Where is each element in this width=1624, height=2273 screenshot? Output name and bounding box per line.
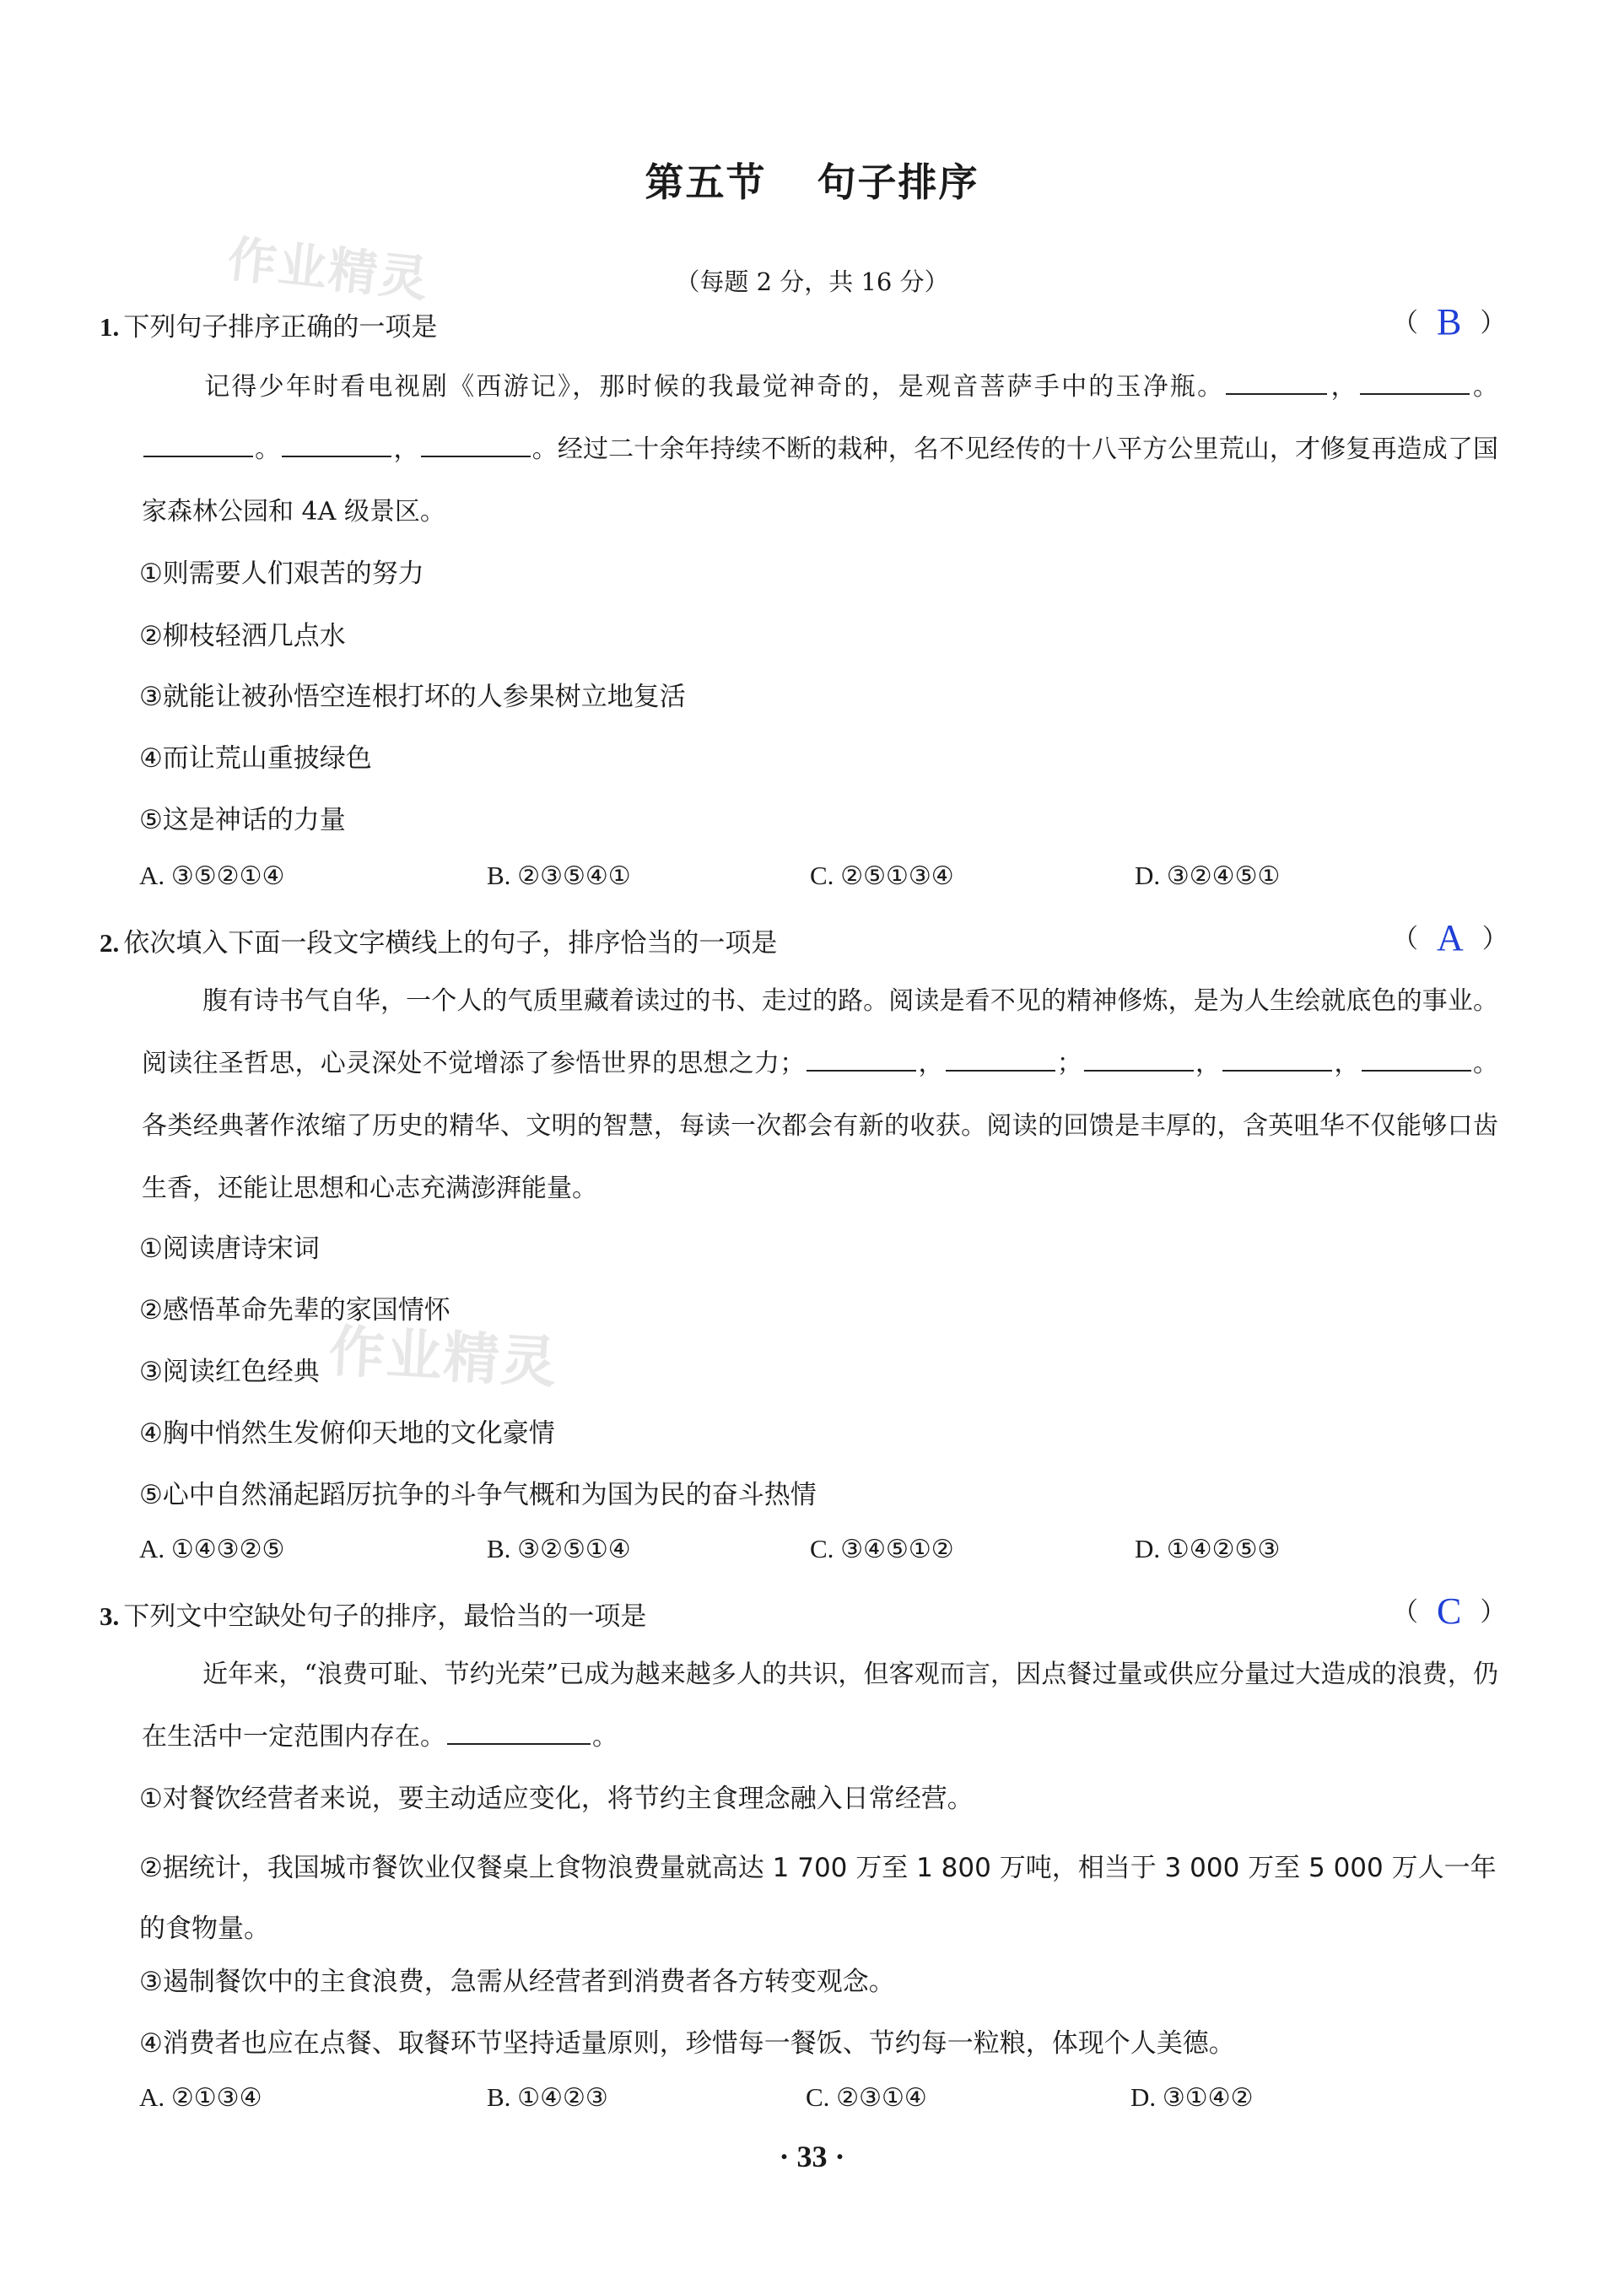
question-1-header (100, 305, 437, 343)
question-stem: 下列句子排序正确的一项是 (123, 312, 438, 343)
choice-d: D. ③②④⑤① (1135, 861, 1281, 891)
watermark: 作业精灵 (326, 1318, 560, 1396)
question-stem: 下列文中空缺处句子的排序，最恰当的一项是 (123, 1601, 647, 1632)
option-3: ③阅读红色经典 (139, 1357, 320, 1387)
option-5: ⑤这是神话的力量 (139, 805, 346, 835)
choice-b: B. ②③⑤④① (487, 861, 631, 891)
choice-a: A. ②①③④ (139, 2082, 262, 2113)
question-passage: 腹有诗书气自华，一个人的气质里藏着读过的书、走过的路。阅读是看不见的精神修炼，是为人生绘就底色的事业。阅读往圣哲思，心灵深处不觉增添了参悟世界的思想之力； ， ； ， ， 。各类经典著作浓缩了历史的精华、文明的智慧，每读一次都会有新的收获。阅读的回馈是丰厚的，含英咀华不仅能够口齿生香，还能让思想和心志充满澎湃能量。 (142, 986, 1498, 1203)
question-number: 2. (100, 928, 120, 958)
question-passage: 近年来，“浪费可耻、节约光荣”已成为越来越多人的共识，但客观而言，因点餐过量或供应分量过大造成的浪费，仍在生活中一定范围内存在。 。 (142, 1660, 1498, 1752)
question-2-header (100, 921, 777, 959)
question-number: 1. (100, 312, 120, 342)
option-1: ①则需要人们艰苦的努力 (139, 559, 424, 589)
option-2: ②感悟革命先辈的家国情怀 (139, 1295, 451, 1325)
title-part1: 第五节 (645, 159, 767, 205)
handwritten-answer: A (1437, 917, 1464, 958)
option-3: ③遏制餐饮中的主食浪费，急需从经营者到消费者各方转变观念。 (139, 1967, 895, 1997)
option-4: ④胸中悄然生发俯仰天地的文化豪情 (139, 1418, 555, 1449)
choice-b: B. ③②⑤①④ (487, 1534, 631, 1564)
choice-d: D. ①④②⑤③ (1135, 1534, 1281, 1564)
choice-c: C. ③④⑤①② (810, 1534, 954, 1564)
option-2: ②据统计，我国城市餐饮业仅餐桌上食物浪费量就高达 1 700 万至 1 800 万吨，相当于 3 000 万至 5 000 万人一年的食物量。 (139, 1853, 1497, 1944)
answer-bracket: （ B ） (1392, 301, 1507, 343)
option-5: ⑤心中自然涌起蹈厉抗争的斗争气概和为国为民的奋斗热情 (139, 1480, 817, 1510)
handwritten-answer: B (1437, 301, 1462, 343)
question-stem: 依次填入下面一段文字横线上的句子，排序恰当的一项是 (123, 928, 778, 958)
question-passage: 记得少年时看电视剧《西游记》，那时候的我最觉神奇的，是观音菩萨手中的玉净瓶。 ， 。。 ， 。经过二十余年持续不断的栽种，名不见经传的十八平方公里荒山，才修复再造成了国家森林公园和 4A 级景区。 (142, 372, 1499, 526)
option-1: ①阅读唐诗宋词 (139, 1234, 320, 1264)
choice-a: A. ①④③②⑤ (139, 1534, 285, 1564)
question-3-header (100, 1595, 646, 1633)
answer-bracket: （ C ） (1392, 1590, 1507, 1632)
choice-d: D. ③①④② (1130, 2082, 1254, 2113)
question-number: 3. (100, 1601, 120, 1631)
choice-b: B. ①④②③ (487, 2082, 608, 2113)
title-part2: 句子排序 (817, 159, 979, 205)
choice-c: C. ②③①④ (806, 2082, 927, 2113)
watermark: 作业精灵 (224, 229, 433, 309)
choice-a: A. ③⑤②①④ (139, 861, 285, 891)
option-2: ②柳枝轻洒几点水 (139, 621, 346, 651)
choice-c: C. ②⑤①③④ (810, 861, 954, 891)
option-4: ④而让荒山重披绿色 (139, 743, 372, 774)
option-1: ①对餐饮经营者来说，要主动适应变化，将节约主食理念融入日常经营。 (139, 1784, 974, 1814)
option-4: ④消费者也应在点餐、取餐环节坚持适量原则，珍惜每一餐饭、节约每一粒粮，体现个人美德。 (139, 2028, 1235, 2059)
answer-bracket: （ A ） (1392, 917, 1508, 958)
section-title (0, 152, 1624, 208)
handwritten-answer: C (1437, 1590, 1462, 1632)
page-number: · 33 · (779, 2140, 845, 2173)
score-note: （每题 2 分，共 16 分） (675, 267, 949, 296)
option-3: ③就能让被孙悟空连根打坏的人参果树立地复活 (139, 682, 686, 712)
